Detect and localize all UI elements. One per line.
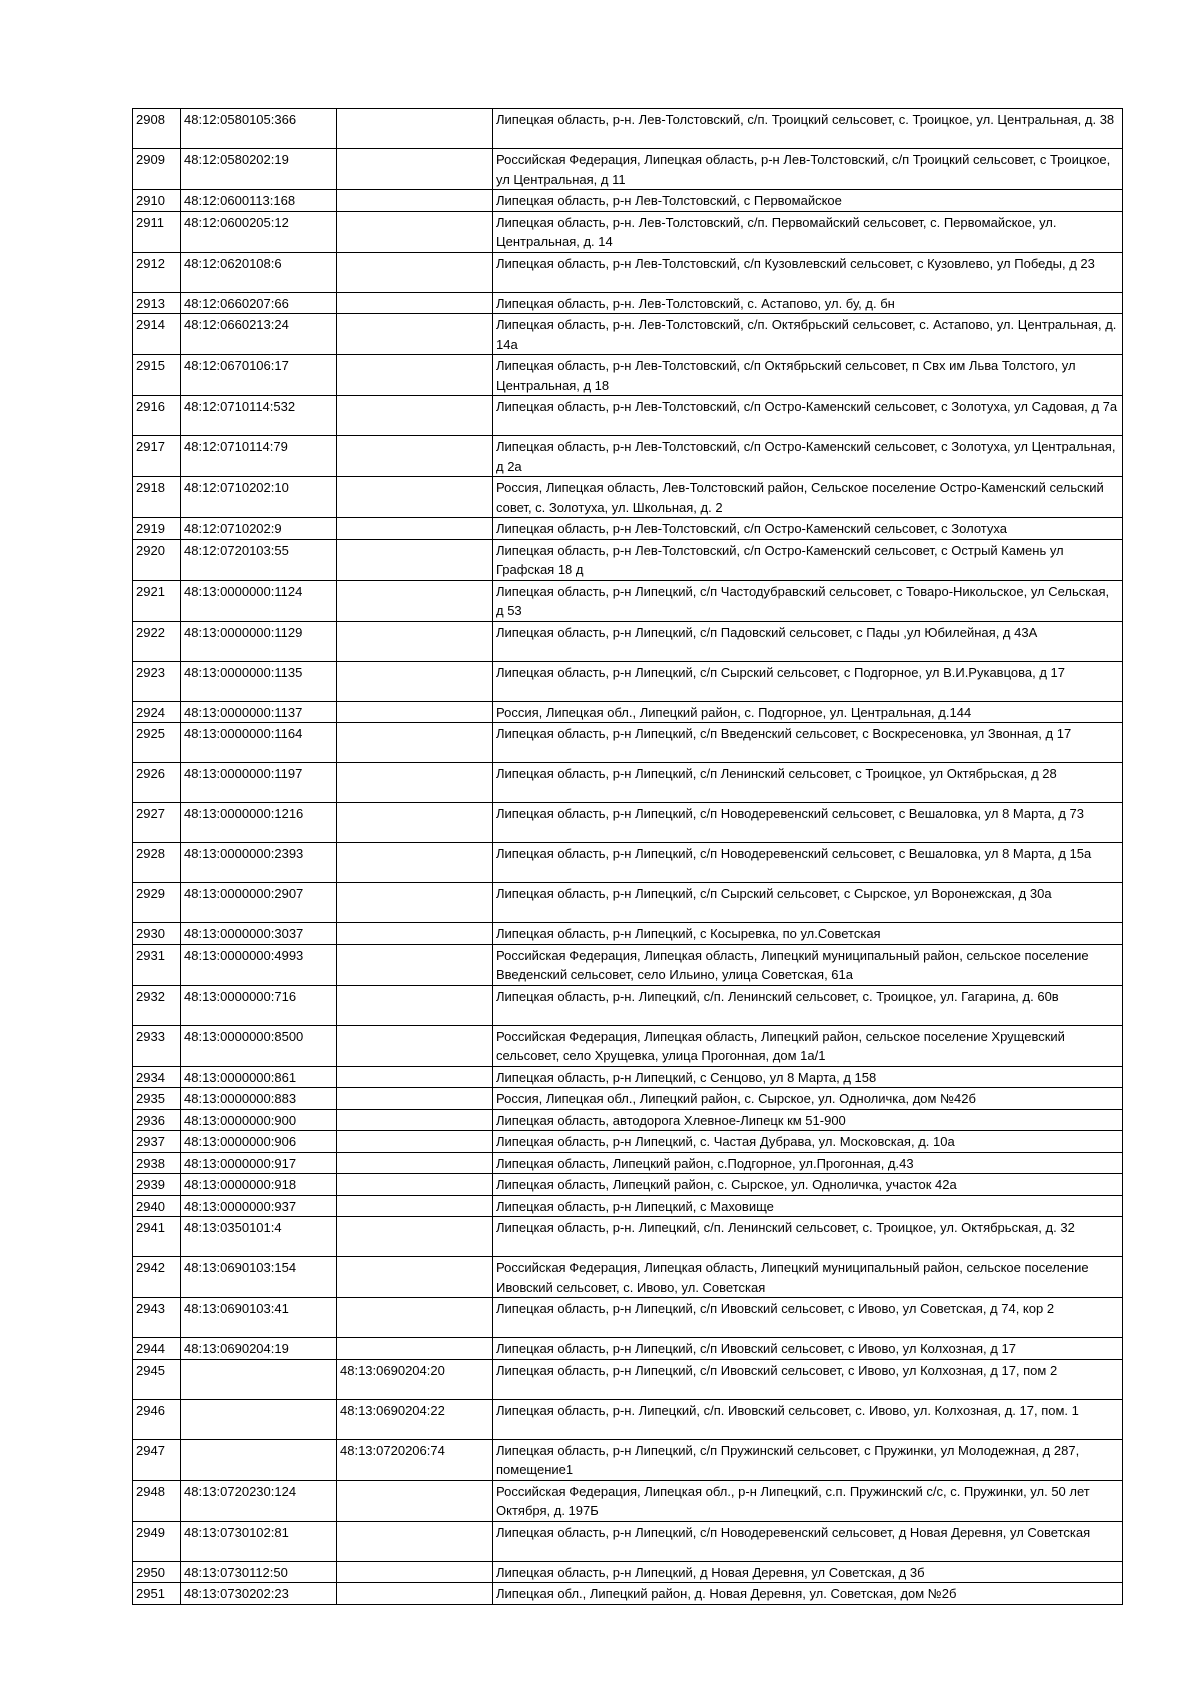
address: Липецкая область, р-н Липецкий, с/п Ивовский сельсовет, с Ивово, ул Колхозная, д 17 — [493, 1338, 1123, 1360]
row-number: 2941 — [133, 1217, 181, 1257]
table-row — [133, 621, 1123, 661]
table-row — [133, 1561, 1123, 1583]
cadastral-number: 48:13:0000000:8500 — [181, 1025, 337, 1066]
cadastral-number: 48:13:0000000:883 — [181, 1088, 337, 1110]
row-number: 2924 — [133, 701, 181, 723]
cadastral-number: 48:12:0620108:6 — [181, 252, 337, 292]
cadastral-number-secondary — [337, 518, 493, 540]
cadastral-number: 48:13:0730102:81 — [181, 1521, 337, 1561]
row-number: 2944 — [133, 1338, 181, 1360]
row-number: 2937 — [133, 1131, 181, 1153]
property-table-body — [133, 109, 1123, 1605]
address: Липецкая область, р-н Липецкий, с/п Ивовский сельсовет, с Ивово, ул Колхозная, д 17, пом 2 — [493, 1359, 1123, 1399]
table-row — [133, 1109, 1123, 1131]
table-row — [133, 1066, 1123, 1088]
cadastral-number: 48:13:0000000:2393 — [181, 843, 337, 883]
row-number: 2928 — [133, 843, 181, 883]
cadastral-number-secondary — [337, 1561, 493, 1583]
cadastral-number: 48:13:0000000:1124 — [181, 580, 337, 621]
address: Липецкая область, р-н Липецкий, с/п Новодеревенский сельсовет, с Вешаловка, ул 8 Марта, д 73 — [493, 803, 1123, 843]
table-row — [133, 211, 1123, 252]
table-row — [133, 518, 1123, 540]
address: Липецкая область, р-н Липецкий, с Косыревка, по ул.Советская — [493, 923, 1123, 945]
row-number: 2908 — [133, 109, 181, 149]
cadastral-number-secondary — [337, 1131, 493, 1153]
cadastral-number-secondary — [337, 355, 493, 396]
cadastral-number-secondary — [337, 1109, 493, 1131]
row-number: 2945 — [133, 1359, 181, 1399]
row-number: 2934 — [133, 1066, 181, 1088]
table-row — [133, 252, 1123, 292]
address: Липецкая область, р-н Липецкий, с Маховище — [493, 1195, 1123, 1217]
table-row — [133, 292, 1123, 314]
table-row — [133, 1152, 1123, 1174]
cadastral-number-secondary — [337, 1298, 493, 1338]
cadastral-number-secondary — [337, 883, 493, 923]
cadastral-number: 48:13:0000000:861 — [181, 1066, 337, 1088]
cadastral-number: 48:12:0600113:168 — [181, 190, 337, 212]
table-row — [133, 539, 1123, 580]
cadastral-number: 48:13:0000000:906 — [181, 1131, 337, 1153]
row-number: 2911 — [133, 211, 181, 252]
table-row — [133, 396, 1123, 436]
table-row — [133, 1583, 1123, 1605]
cadastral-number: 48:13:0000000:900 — [181, 1109, 337, 1131]
address: Липецкая область, Липецкий район, с. Сырское, ул. Одноличка, участок 42а — [493, 1174, 1123, 1196]
table-row — [133, 1195, 1123, 1217]
cadastral-number-secondary — [337, 477, 493, 518]
cadastral-number: 48:13:0000000:1137 — [181, 701, 337, 723]
row-number: 2920 — [133, 539, 181, 580]
address: Липецкая область, р-н Липецкий, с/п Сырский сельсовет, с Подгорное, ул В.И.Рукавцова, д 17 — [493, 661, 1123, 701]
row-number: 2942 — [133, 1257, 181, 1298]
cadastral-number-secondary — [337, 292, 493, 314]
address: Липецкая область, р-н Липецкий, с/п Частодубравский сельсовет, с Товаро-Никольское, ул Сельская, д 53 — [493, 580, 1123, 621]
row-number: 2912 — [133, 252, 181, 292]
address: Россия, Липецкая обл., Липецкий район, с. Подгорное, ул. Центральная, д.144 — [493, 701, 1123, 723]
cadastral-number-secondary: 48:13:0720206:74 — [337, 1439, 493, 1480]
cadastral-number-secondary — [337, 985, 493, 1025]
row-number: 2914 — [133, 314, 181, 355]
table-row — [133, 843, 1123, 883]
address: Липецкая область, р-н. Липецкий, с/п. Ленинский сельсовет, с. Троицкое, ул. Октябрьская, д. 32 — [493, 1217, 1123, 1257]
address: Липецкая область, р-н Лев-Толстовский, с/п Остро-Каменский сельсовет, с Золотуха, ул Садовая, д 7а — [493, 396, 1123, 436]
cadastral-number-secondary — [337, 1338, 493, 1360]
table-row — [133, 1257, 1123, 1298]
cadastral-number: 48:12:0600205:12 — [181, 211, 337, 252]
address: Липецкая область, р-н Липецкий, с/п Сырский сельсовет, с Сырское, ул Воронежская, д 30а — [493, 883, 1123, 923]
cadastral-number-secondary — [337, 190, 493, 212]
address: Липецкая область, р-н Липецкий, с/п Ленинский сельсовет, с Троицкое, ул Октябрьская, д 28 — [493, 763, 1123, 803]
address: Российская Федерация, Липецкая обл., р-н Липецкий, с.п. Пружинский с/с, с. Пружинки, ул. 50 лет Октября, д. 197Б — [493, 1480, 1123, 1521]
cadastral-number-secondary — [337, 580, 493, 621]
row-number: 2918 — [133, 477, 181, 518]
address: Липецкая область, автодорога Хлевное-Липецк км 51-900 — [493, 1109, 1123, 1131]
cadastral-number: 48:13:0000000:1164 — [181, 723, 337, 763]
cadastral-number-secondary — [337, 661, 493, 701]
table-row — [133, 1399, 1123, 1439]
row-number: 2910 — [133, 190, 181, 212]
table-row — [133, 1217, 1123, 1257]
cadastral-number-secondary — [337, 436, 493, 477]
cadastral-number — [181, 1359, 337, 1399]
row-number: 2921 — [133, 580, 181, 621]
cadastral-number-secondary — [337, 1066, 493, 1088]
cadastral-number-secondary — [337, 803, 493, 843]
cadastral-number-secondary — [337, 539, 493, 580]
cadastral-number-secondary — [337, 1152, 493, 1174]
table-row — [133, 883, 1123, 923]
cadastral-number-secondary — [337, 211, 493, 252]
cadastral-number: 48:12:0710114:532 — [181, 396, 337, 436]
cadastral-number: 48:13:0000000:4993 — [181, 944, 337, 985]
cadastral-number-secondary — [337, 1195, 493, 1217]
address: Липецкая область, р-н Липецкий, с/п Новодеревенский сельсовет, д Новая Деревня, ул Советская — [493, 1521, 1123, 1561]
address: Липецкая область, р-н Лев-Толстовский, с Первомайское — [493, 190, 1123, 212]
row-number: 2949 — [133, 1521, 181, 1561]
address: Липецкая область, р-н Лев-Толстовский, с/п Остро-Каменский сельсовет, с Золотуха — [493, 518, 1123, 540]
cadastral-number-secondary — [337, 396, 493, 436]
cadastral-number: 48:13:0720230:124 — [181, 1480, 337, 1521]
cadastral-number-secondary: 48:13:0690204:22 — [337, 1399, 493, 1439]
row-number: 2925 — [133, 723, 181, 763]
row-number: 2913 — [133, 292, 181, 314]
cadastral-number — [181, 1399, 337, 1439]
cadastral-number: 48:13:0690204:19 — [181, 1338, 337, 1360]
table-row — [133, 109, 1123, 149]
row-number: 2930 — [133, 923, 181, 945]
cadastral-number-secondary — [337, 109, 493, 149]
table-row — [133, 355, 1123, 396]
table-row — [133, 701, 1123, 723]
row-number: 2951 — [133, 1583, 181, 1605]
cadastral-number-secondary — [337, 252, 493, 292]
row-number: 2926 — [133, 763, 181, 803]
row-number: 2938 — [133, 1152, 181, 1174]
table-row — [133, 944, 1123, 985]
table-row — [133, 803, 1123, 843]
address: Липецкая область, р-н Липецкий, с. Частая Дубрава, ул. Московская, д. 10а — [493, 1131, 1123, 1153]
address: Липецкая область, р-н Липецкий, с/п Ивовский сельсовет, с Ивово, ул Советская, д 74, кор 2 — [493, 1298, 1123, 1338]
cadastral-number-secondary — [337, 1174, 493, 1196]
cadastral-number-secondary — [337, 723, 493, 763]
table-row — [133, 1088, 1123, 1110]
row-number: 2933 — [133, 1025, 181, 1066]
cadastral-number: 48:13:0000000:1135 — [181, 661, 337, 701]
table-row — [133, 190, 1123, 212]
row-number: 2927 — [133, 803, 181, 843]
table-row — [133, 1025, 1123, 1066]
cadastral-number-secondary — [337, 944, 493, 985]
cadastral-number-secondary — [337, 923, 493, 945]
address: Липецкая область, р-н Липецкий, с Сенцово, ул 8 Марта, д 158 — [493, 1066, 1123, 1088]
cadastral-number: 48:13:0000000:937 — [181, 1195, 337, 1217]
property-table — [132, 108, 1123, 1605]
table-row — [133, 580, 1123, 621]
cadastral-number-secondary — [337, 843, 493, 883]
cadastral-number: 48:13:0000000:1129 — [181, 621, 337, 661]
cadastral-number: 48:13:0000000:918 — [181, 1174, 337, 1196]
row-number: 2940 — [133, 1195, 181, 1217]
cadastral-number: 48:13:0350101:4 — [181, 1217, 337, 1257]
cadastral-number-secondary — [337, 701, 493, 723]
address: Липецкая область, р-н. Лев-Толстовский, с/п. Троицкий сельсовет, с. Троицкое, ул. Центральная, д. 38 — [493, 109, 1123, 149]
cadastral-number-secondary — [337, 1025, 493, 1066]
cadastral-number: 48:13:0730112:50 — [181, 1561, 337, 1583]
row-number: 2919 — [133, 518, 181, 540]
cadastral-number-secondary — [337, 314, 493, 355]
row-number: 2916 — [133, 396, 181, 436]
address: Липецкая область, р-н. Лев-Толстовский, с/п. Первомайский сельсовет, с. Первомайское, ул. Центральная, д. 14 — [493, 211, 1123, 252]
row-number: 2929 — [133, 883, 181, 923]
table-row — [133, 1298, 1123, 1338]
row-number: 2923 — [133, 661, 181, 701]
cadastral-number: 48:12:0580202:19 — [181, 149, 337, 190]
address: Липецкая область, р-н Лев-Толстовский, с/п Остро-Каменский сельсовет, с Острый Камень ул Графская 18 д — [493, 539, 1123, 580]
cadastral-number: 48:13:0000000:716 — [181, 985, 337, 1025]
address: Липецкая область, Липецкий район, с.Подгорное, ул.Прогонная, д.43 — [493, 1152, 1123, 1174]
row-number: 2922 — [133, 621, 181, 661]
row-number: 2939 — [133, 1174, 181, 1196]
row-number: 2932 — [133, 985, 181, 1025]
cadastral-number: 48:12:0720103:55 — [181, 539, 337, 580]
cadastral-number: 48:13:0000000:1197 — [181, 763, 337, 803]
row-number: 2931 — [133, 944, 181, 985]
address: Липецкая область, р-н Липецкий, д Новая Деревня, ул Советская, д 3б — [493, 1561, 1123, 1583]
row-number: 2915 — [133, 355, 181, 396]
cadastral-number-secondary — [337, 149, 493, 190]
table-row — [133, 923, 1123, 945]
row-number: 2936 — [133, 1109, 181, 1131]
address: Липецкая область, р-н Липецкий, с/п Новодеревенский сельсовет, с Вешаловка, ул 8 Марта, д 15а — [493, 843, 1123, 883]
cadastral-number: 48:13:0730202:23 — [181, 1583, 337, 1605]
address: Липецкая область, р-н Лев-Толстовский, с/п Кузовлевский сельсовет, с Кузовлево, ул Победы, д 23 — [493, 252, 1123, 292]
table-row — [133, 1439, 1123, 1480]
row-number: 2935 — [133, 1088, 181, 1110]
cadastral-number-secondary — [337, 1521, 493, 1561]
address: Липецкая область, р-н. Лев-Толстовский, с/п. Октябрьский сельсовет, с. Астапово, ул. Центральная, д. 14а — [493, 314, 1123, 355]
cadastral-number-secondary — [337, 621, 493, 661]
table-row — [133, 149, 1123, 190]
cadastral-number-secondary — [337, 763, 493, 803]
table-row — [133, 436, 1123, 477]
cadastral-number: 48:12:0580105:366 — [181, 109, 337, 149]
row-number: 2943 — [133, 1298, 181, 1338]
address: Российская Федерация, Липецкая область, Липецкий муниципальный район, сельское поселение Ивовский сельсовет, с. Ивово, ул. Советская — [493, 1257, 1123, 1298]
cadastral-number: 48:12:0660207:66 — [181, 292, 337, 314]
address: Липецкая область, р-н. Липецкий, с/п. Ивовский сельсовет, с. Ивово, ул. Колхозная, д. 17, пом. 1 — [493, 1399, 1123, 1439]
cadastral-number: 48:13:0000000:1216 — [181, 803, 337, 843]
row-number: 2917 — [133, 436, 181, 477]
cadastral-number-secondary: 48:13:0690204:20 — [337, 1359, 493, 1399]
table-row — [133, 1359, 1123, 1399]
table-row — [133, 1131, 1123, 1153]
cadastral-number: 48:12:0670106:17 — [181, 355, 337, 396]
table-row — [133, 1521, 1123, 1561]
address: Липецкая область, р-н Лев-Толстовский, с/п Остро-Каменский сельсовет, с Золотуха, ул Центральная, д 2а — [493, 436, 1123, 477]
cadastral-number-secondary — [337, 1480, 493, 1521]
cadastral-number: 48:13:0000000:3037 — [181, 923, 337, 945]
table-row — [133, 985, 1123, 1025]
address: Липецкая область, р-н. Липецкий, с/п. Ленинский сельсовет, с. Троицкое, ул. Гагарина, д. 60в — [493, 985, 1123, 1025]
address: Российская Федерация, Липецкая область, Липецкий район, сельское поселение Хрущевский сельсовет, село Хрущевка, улица Прогонная, дом 1а/1 — [493, 1025, 1123, 1066]
cadastral-number: 48:12:0710202:9 — [181, 518, 337, 540]
address: Российская Федерация, Липецкая область, р-н Лев-Толстовский, с/п Троицкий сельсовет, с Троицкое, ул Центральная, д 11 — [493, 149, 1123, 190]
cadastral-number: 48:12:0660213:24 — [181, 314, 337, 355]
cadastral-number — [181, 1439, 337, 1480]
table-row — [133, 1480, 1123, 1521]
row-number: 2909 — [133, 149, 181, 190]
cadastral-number: 48:13:0000000:917 — [181, 1152, 337, 1174]
document-page — [132, 108, 1122, 1605]
address: Липецкая область, р-н Липецкий, с/п Пружинский сельсовет, с Пружинки, ул Молодежная, д 287, помещение1 — [493, 1439, 1123, 1480]
table-row — [133, 723, 1123, 763]
cadastral-number: 48:12:0710114:79 — [181, 436, 337, 477]
cadastral-number: 48:13:0690103:154 — [181, 1257, 337, 1298]
cadastral-number-secondary — [337, 1583, 493, 1605]
row-number: 2950 — [133, 1561, 181, 1583]
row-number: 2948 — [133, 1480, 181, 1521]
cadastral-number-secondary — [337, 1088, 493, 1110]
address: Липецкая область, р-н Липецкий, с/п Введенский сельсовет, с Воскресеновка, ул Звонная, д 17 — [493, 723, 1123, 763]
cadastral-number: 48:13:0690103:41 — [181, 1298, 337, 1338]
cadastral-number-secondary — [337, 1217, 493, 1257]
row-number: 2947 — [133, 1439, 181, 1480]
address: Липецкая область, р-н Лев-Толстовский, с/п Октябрьский сельсовет, п Свх им Льва Толстого, ул Центральная, д 18 — [493, 355, 1123, 396]
table-row — [133, 661, 1123, 701]
cadastral-number: 48:12:0710202:10 — [181, 477, 337, 518]
address: Липецкая обл., Липецкий район, д. Новая Деревня, ул. Советская, дом №2б — [493, 1583, 1123, 1605]
address: Российская Федерация, Липецкая область, Липецкий муниципальный район, сельское поселение Введенский сельсовет, село Ильино, улица Советская, 61а — [493, 944, 1123, 985]
address: Россия, Липецкая обл., Липецкий район, с. Сырское, ул. Одноличка, дом №42б — [493, 1088, 1123, 1110]
table-row — [133, 314, 1123, 355]
table-row — [133, 1338, 1123, 1360]
address: Липецкая область, р-н. Лев-Толстовский, с. Астапово, ул. бу, д. бн — [493, 292, 1123, 314]
address: Россия, Липецкая область, Лев-Толстовский район, Сельское поселение Остро-Каменский сельский совет, с. Золотуха, ул. Школьная, д. 2 — [493, 477, 1123, 518]
row-number: 2946 — [133, 1399, 181, 1439]
table-row — [133, 477, 1123, 518]
table-row — [133, 1174, 1123, 1196]
cadastral-number: 48:13:0000000:2907 — [181, 883, 337, 923]
table-row — [133, 763, 1123, 803]
cadastral-number-secondary — [337, 1257, 493, 1298]
address: Липецкая область, р-н Липецкий, с/п Падовский сельсовет, с Пады ,ул Юбилейная, д 43А — [493, 621, 1123, 661]
